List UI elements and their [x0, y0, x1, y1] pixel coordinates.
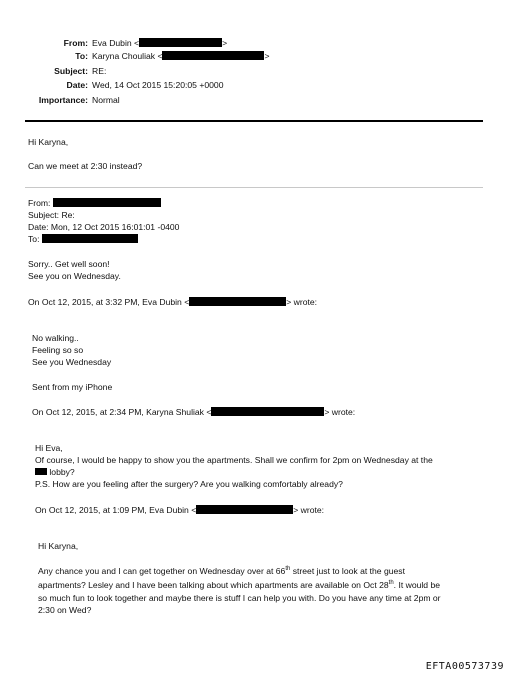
message4-line2-wrap: [35, 467, 75, 478]
message3-signature: Sent from my iPhone: [32, 382, 113, 392]
message5-line2: [38, 580, 440, 591]
redaction-box: [196, 505, 293, 514]
message5-line1-a: Any chance you and I can get together on Wednesday over at 66: [38, 566, 286, 576]
message5-line4: 2:30 on Wed?: [38, 605, 92, 615]
message1-body: Can we meet at 2:30 instead?: [28, 161, 143, 171]
wrote1-prefix: On Oct 12, 2015, at 3:32 PM, Eva Dubin <: [28, 297, 190, 307]
message4-line1: Of course, I would be happy to show you the apartments. Shall we confirm for 2pm on Wednesday at the: [35, 455, 433, 465]
message5-line2-b: . It would be: [393, 580, 441, 590]
message1-greeting: Hi Karyna,: [28, 137, 69, 147]
wrote-line-3: [35, 505, 324, 516]
from-label: From:: [63, 38, 88, 48]
quoted-from-label: From:: [28, 198, 51, 208]
redaction-box: [139, 38, 222, 47]
message4-line2: lobby?: [49, 467, 75, 477]
date-value: Wed, 14 Oct 2015 15:20:05 +0000: [92, 80, 224, 90]
from-tail: >: [222, 38, 228, 48]
wrote-line-1: [28, 297, 317, 308]
message2-line1: Sorry.. Get well soon!: [28, 259, 110, 269]
redaction-box: [189, 297, 286, 306]
quoted-to-label: To:: [28, 234, 40, 244]
wrote2-suffix: > wrote:: [324, 407, 356, 417]
from-field: [92, 38, 227, 49]
importance-value: Normal: [92, 95, 120, 105]
quoted-to: [28, 234, 138, 245]
redaction-box: [211, 407, 324, 416]
to-value: Karyna Chouliak <: [92, 51, 163, 61]
bates-number: EFTA00573739: [425, 661, 504, 672]
to-label: To:: [75, 51, 88, 61]
wrote3-prefix: On Oct 12, 2015, at 1:09 PM, Eva Dubin <: [35, 505, 197, 515]
quoted-date: Date: Mon, 12 Oct 2015 16:01:01 -0400: [28, 222, 180, 232]
quoted-subject: Subject: Re:: [28, 210, 75, 220]
message3-line2: Feeling so so: [32, 345, 84, 355]
wrote3-suffix: > wrote:: [293, 505, 325, 515]
redaction-box: [35, 468, 47, 475]
date-label: Date:: [66, 80, 88, 90]
redaction-box: [162, 51, 264, 60]
message4-greeting: Hi Eva,: [35, 443, 63, 453]
message3-line1: No walking..: [32, 333, 79, 343]
wrote-line-2: [32, 407, 355, 418]
superscript: th: [388, 580, 394, 586]
wrote2-prefix: On Oct 12, 2015, at 2:34 PM, Karyna Shuliak <: [32, 407, 212, 417]
redaction-box: [42, 234, 138, 243]
importance-label: Importance:: [38, 95, 88, 105]
message5-greeting: Hi Karyna,: [38, 541, 79, 551]
redaction-box: [53, 198, 161, 207]
message5-line1-b: street just to look at the guest: [290, 566, 405, 576]
wrote1-suffix: > wrote:: [286, 297, 318, 307]
subject-value: RE:: [92, 66, 107, 76]
quoted-from: [28, 198, 161, 209]
message5-line2-a: apartments? Lesley and I have been talking about which apartments are available on Oct 28: [38, 580, 389, 590]
message5-line3: so much fun to look together and maybe there is stuff I can help you with. Do you have any time at 2pm or: [38, 593, 441, 603]
message3-line3: See you Wednesday: [32, 357, 112, 367]
from-value: Eva Dubin <: [92, 38, 140, 48]
subject-label: Subject:: [54, 66, 88, 76]
header-divider: [25, 120, 483, 122]
message2-line2: See you on Wednesday.: [28, 271, 121, 281]
message4-line3: P.S. How are you feeling after the surgery? Are you walking comfortably already?: [35, 479, 343, 489]
message5-line1: [38, 566, 405, 577]
to-field: [92, 51, 270, 62]
superscript: th: [285, 566, 291, 572]
quote-divider: [25, 187, 483, 188]
to-tail: >: [264, 51, 270, 61]
